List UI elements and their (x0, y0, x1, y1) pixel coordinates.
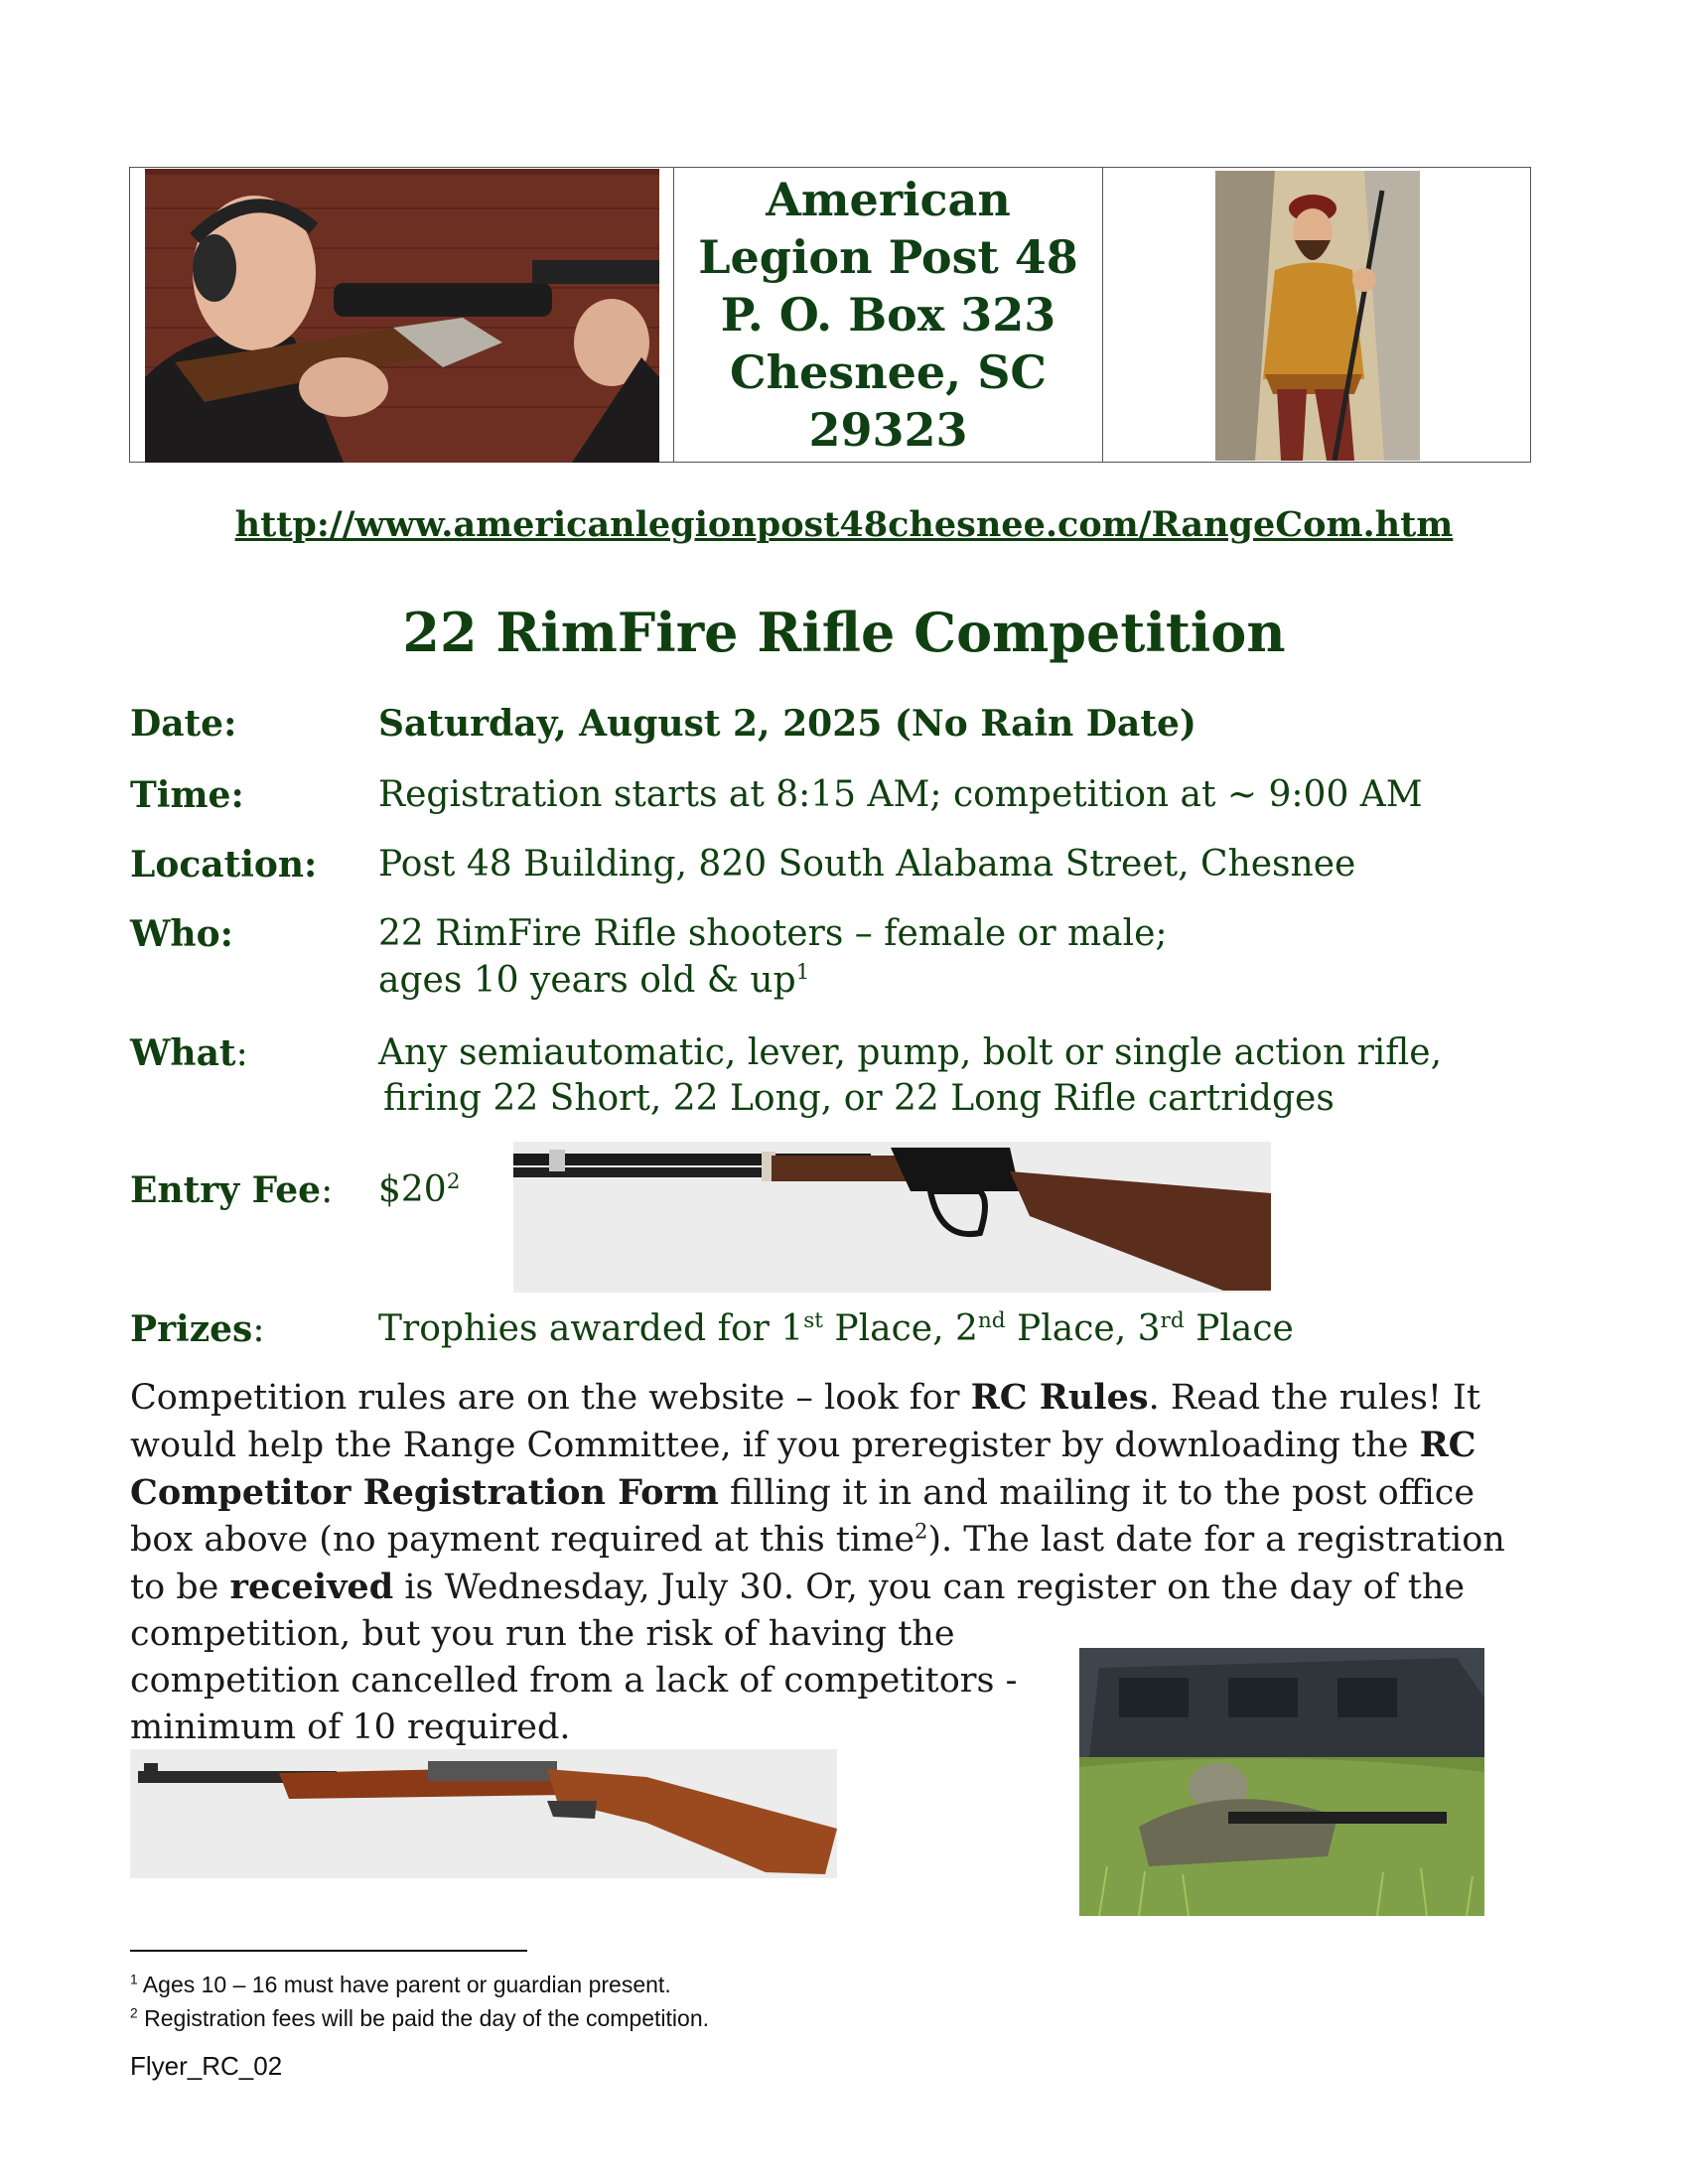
footnote-text: Ages 10 – 16 must have parent or guardian present. (137, 1972, 671, 1997)
prizes-value (378, 1308, 1294, 1349)
who-label: Who: (130, 913, 233, 955)
footnote-ref: 2 (914, 1519, 928, 1544)
received-text: received (229, 1567, 394, 1607)
address-line: American (766, 173, 1011, 226)
paragraph-line (130, 1469, 1540, 1517)
entry-fee-label (130, 1169, 333, 1211)
paragraph-text: . Read the rules! It (1148, 1378, 1480, 1418)
paragraph-line: competition cancelled from a lack of competitors - (130, 1661, 1018, 1701)
prizes-text: Place, 3 (1005, 1308, 1161, 1349)
footnote-number: 2 (130, 2005, 138, 2021)
registration-form-text: Competitor Registration Form (130, 1472, 719, 1513)
entry-fee-colon: : (321, 1170, 334, 1211)
what-label (130, 1032, 248, 1074)
m1-rifle-image (130, 1749, 837, 1878)
trapper-illustration (1215, 171, 1420, 461)
footnote-1 (130, 1972, 671, 1998)
paragraph-text: Competition rules are on the website – look for (130, 1378, 971, 1418)
rc-rules-text: RC Rules (970, 1377, 1149, 1418)
address-cell (674, 168, 1103, 462)
page-title: 22 RimFire Rifle Competition (402, 601, 1286, 664)
date-label: Date: (130, 703, 237, 745)
footnote-ref: 1 (795, 960, 810, 985)
entry-fee-value (378, 1169, 460, 1210)
paragraph-text: would help the Range Committee, if you preregister by downloading the (130, 1426, 1420, 1465)
paragraph-line: competition, but you run the risk of having the (130, 1614, 955, 1654)
entry-fee-label-text: Entry Fee (130, 1169, 322, 1211)
address-line: P. O. Box 323 (720, 288, 1056, 341)
who-line-1: 22 RimFire Rifle shooters – female or male; (378, 913, 1168, 954)
footnote-text: Registration fees will be paid the day of the competition. (137, 2005, 710, 2031)
what-line-2: firing 22 Short, 22 Long, or 22 Long Rifle cartridges (383, 1078, 1335, 1119)
shooter-illustration (145, 169, 659, 463)
prizes-label (130, 1308, 264, 1350)
ordinal-suffix: nd (977, 1308, 1006, 1333)
lever-rifle-image (513, 1142, 1271, 1293)
time-value: Registration starts at 8:15 AM; competition at ~ 9:00 AM (378, 774, 1423, 815)
paragraph-text: is Wednesday, July 30. Or, you can register on the day of the (393, 1568, 1466, 1607)
who-line-2-text: ages 10 years old & up (378, 960, 796, 1001)
paragraph-line (130, 1564, 1540, 1611)
time-label: Time: (130, 774, 244, 816)
footnote-divider (130, 1950, 527, 1952)
paragraph-text: filling it in and mailing it to the post office (718, 1473, 1476, 1513)
paragraph-text: to be (130, 1568, 230, 1607)
prizes-text: Trophies awarded for 1 (378, 1308, 804, 1349)
what-line-1: Any semiautomatic, lever, pump, bolt or single action rifle, (378, 1032, 1443, 1073)
what-colon: : (235, 1033, 248, 1074)
paragraph-line: minimum of 10 required. (130, 1707, 571, 1747)
paragraph-line (130, 1422, 1540, 1469)
footnote-2 (130, 2005, 709, 2032)
prizes-text: Place, 2 (822, 1308, 978, 1349)
prizes-label-text: Prizes (130, 1308, 253, 1350)
location-value: Post 48 Building, 820 South Alabama Street, Chesnee (378, 844, 1356, 885)
location-label: Location: (130, 844, 318, 886)
ordinal-suffix: rd (1160, 1308, 1185, 1333)
website-link[interactable]: http://www.americanlegionpost48chesnee.com/RangeCom.htm (234, 504, 1454, 545)
prizes-text: Place (1184, 1308, 1294, 1349)
lever-rifle-illustration (513, 1142, 1271, 1293)
paragraph-text: ). The last date for a registration (927, 1520, 1505, 1560)
footnote-ref: 2 (446, 1169, 461, 1194)
registration-form-text: RC (1419, 1425, 1477, 1465)
entry-fee-amount: $20 (378, 1169, 447, 1210)
what-label-text: What (130, 1032, 236, 1074)
date-value: Saturday, August 2, 2025 (No Rain Date) (378, 703, 1196, 745)
footnote-number: 1 (130, 1972, 138, 1987)
address-line: 29323 (808, 403, 968, 457)
soldier-photo (1079, 1648, 1484, 1916)
ordinal-suffix: st (803, 1308, 823, 1333)
address-line: Chesnee, SC (729, 345, 1048, 399)
shooter-photo (145, 169, 659, 463)
trapper-figure (1215, 171, 1420, 461)
address-line: Legion Post 48 (698, 230, 1078, 284)
paragraph-line (130, 1517, 1540, 1564)
soldier-illustration (1079, 1648, 1484, 1916)
paragraph-line (130, 1374, 1540, 1422)
paragraph-text: box above (no payment required at this time (130, 1520, 915, 1560)
who-line-2 (378, 960, 809, 1001)
prizes-colon: : (252, 1309, 265, 1350)
flyer-code: Flyer_RC_02 (130, 2051, 283, 2081)
m1-rifle-illustration (130, 1749, 837, 1878)
